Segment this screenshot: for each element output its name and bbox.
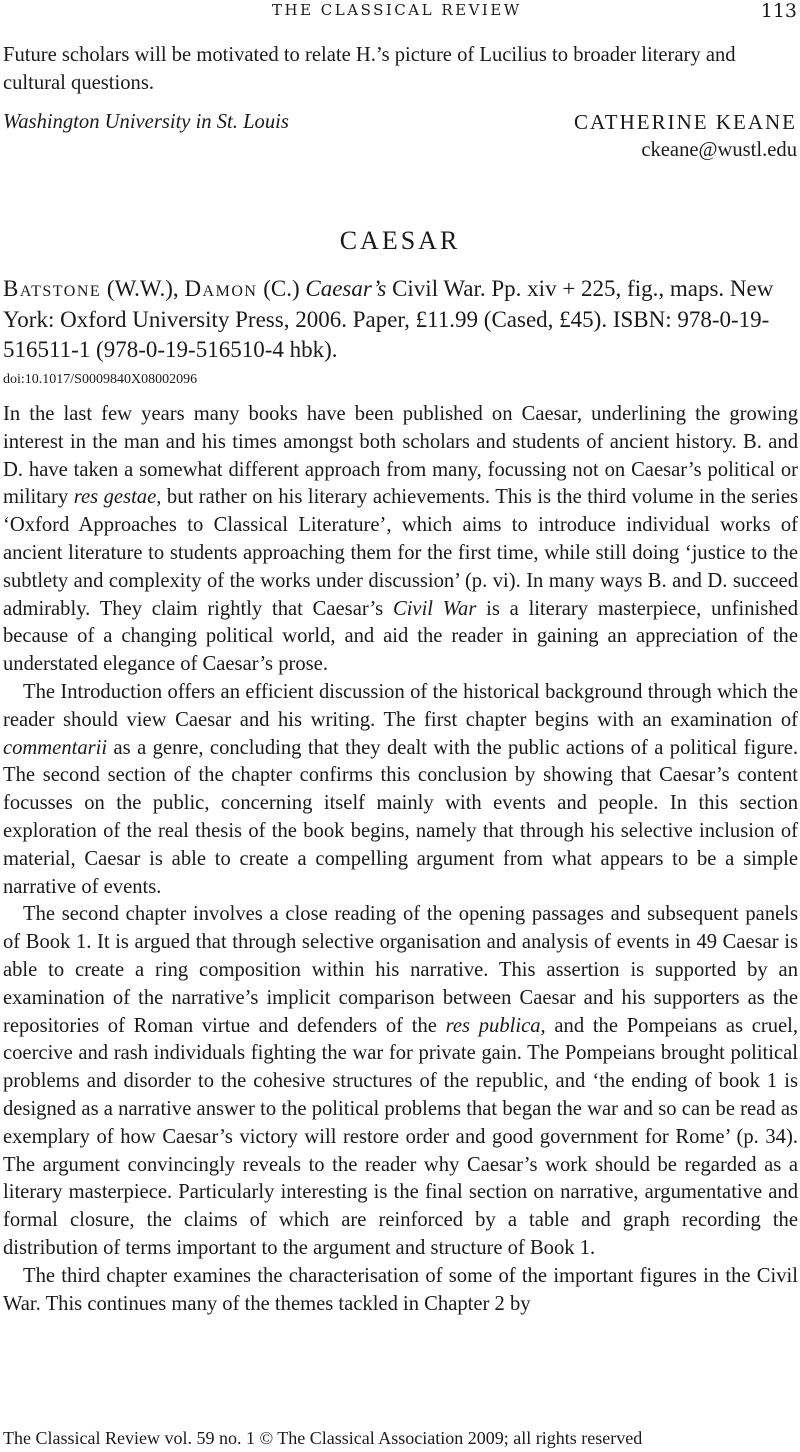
book-citation (3, 274, 798, 366)
reviewer-email: ckeane@wustl.edu (641, 139, 797, 161)
doi-line: doi:10.1017/S0009840X08002096 (3, 372, 198, 387)
citation-details: Pp. xiv + 225, fig., maps. New York: Oxford University Press, 2006. Paper, £11.99 (Cased, £45). ISBN: 978-0-19-516511-1 (978-0-19-516510-4 hbk). (3, 276, 774, 363)
work-title: Civil War (392, 597, 477, 620)
paragraph-text: , but rather on his literary achievements. This is the third volume in the series ‘Oxford Approaches to Classical Literature’, which aims to introduce individual works of ancient literature to students approaching them for the first time, while still doing ‘justice to the subtlety and complexity of the works under discussion’ (p. vi). In many ways B. and D. succeed admirably. They claim rightly that Caesar’s (3, 486, 798, 620)
paragraph-text: The Introduction offers an efficient discussion of the historical background through which the reader should view Caesar and his writing. The first chapter begins with an examination of (3, 680, 798, 731)
paragraph-text: , and the Pompeians as cruel, coercive and rash individuals fighting the war for private gain. The Pompeians brought political problems and disorder to the cohesive structures of the republic, and ‘the ending of book 1 is designed as a narrative answer to the political problems that began the war and so can be read as exemplary of how Caesar’s victory will restore order and good government for Rome’ (p. 34). The argument convincingly reveals to the reader why Caesar’s work should be regarded as a literary masterpiece. Particularly interesting is the final section on narrative, argumentative and formal closure, the claims of which are reinforced by a table and graph recording the distribution of terms important to the argument and structure of Book 1. (3, 1014, 798, 1259)
running-head (0, 0, 800, 24)
previous-review-closing: Future scholars will be motivated to relate H.’s picture of Lucilius to broader literary and cultural questions. (3, 44, 736, 94)
citation-author-2: Damon (184, 276, 258, 301)
page-number: 113 (760, 0, 797, 22)
latin-term: res gestae (73, 486, 157, 509)
citation-initials-1: (W.W.), (106, 276, 179, 301)
reviewer-name: CATHERINE KEANE (573, 110, 797, 134)
latin-term: commentarii (3, 736, 108, 759)
paragraph-text: is a literary masterpiece, unfinished because of a changing political world, and aid the reader in gaining an appreciation of the understated elegance of Caesar’s prose. (3, 597, 799, 676)
citation-title-italic: Caesar’s (305, 276, 387, 301)
citation-title-rest: Civil War. (392, 276, 486, 301)
review-paragraph-4: The third chapter examines the characterisation of some of the important figures in the Civil War. This continues many of the themes tackled in Chapter 2 by (3, 1264, 798, 1315)
paragraph-text: In the last few years many books have been published on Caesar, underlining the growing interest in the man and his times amongst both scholars and students of ancient history. B. and D. have taken a somewhat different approach from many, focussing not on Caesar’s political or military (3, 403, 798, 509)
latin-term: res publica (445, 1014, 541, 1037)
journal-running-title: THE CLASSICAL REVIEW (272, 1, 522, 19)
copyright-footer: The Classical Review vol. 59 no. 1 © The Classical Association 2009; all rights reserved (3, 1428, 643, 1448)
review-body (3, 401, 798, 1318)
review-paragraph-1 (3, 401, 798, 679)
review-paragraph-2 (3, 679, 798, 901)
review-paragraph-3 (3, 901, 798, 1262)
citation-initials-2: (C.) (263, 276, 300, 301)
paragraph-text: The second chapter involves a close reading of the opening passages and subsequent panels of Book 1. It is argued that through selective organisation and analysis of events in 49 Caesar is able to create a ring composition within his narrative. This assertion is supported by an examination of the narrative’s implicit comparison between Caesar and his supporters as the repositories of Roman virtue and defenders of the (3, 903, 798, 1037)
section-heading: CAESAR (339, 226, 461, 255)
citation-author-1: Batstone (3, 276, 102, 301)
paragraph-text: as a genre, concluding that they dealt with the public actions of a political figure. The second section of the chapter confirms this conclusion by showing that Caesar’s content focusses on the public, concerning itself mainly with events and people. In this section exploration of the real thesis of the book begins, namely that through his selective inclusion of material, Caesar is able to create a compelling argument from what appears to be a simple narrative of events. (3, 736, 798, 898)
reviewer-affiliation: Washington University in St. Louis (3, 111, 289, 133)
